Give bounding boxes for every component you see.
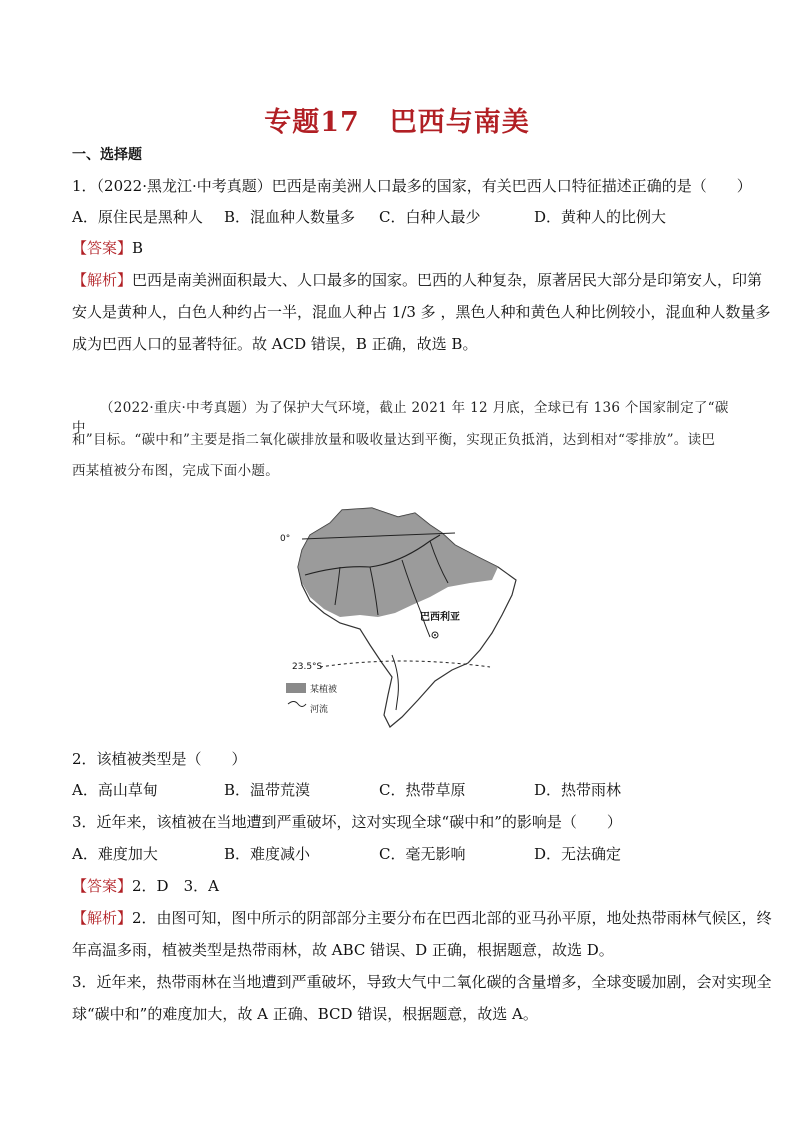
analysis-text: 巴西是南美洲面积最大、人口最多的国家。巴西的人种复杂，原著居民大部分是印第安人，印第: [132, 271, 763, 289]
legend-vegetation-label: 某植被: [310, 685, 338, 695]
q1-option-a: A．原住民是黑种人: [72, 208, 203, 226]
answer-value: 2．D 3．A: [132, 877, 219, 895]
q23-analysis-line-4: 球“碳中和”的难度加大，故 A 正确、BCD 错误，根据题意，故选 A。: [72, 1005, 538, 1023]
q3-option-d: D．无法确定: [534, 845, 622, 863]
page-title: [0, 100, 794, 139]
analysis-tag: 【解析】: [72, 909, 133, 927]
q3-option-c: C．毫无影响: [379, 845, 466, 863]
q1-option-d: D．黄种人的比例大: [534, 208, 667, 226]
q1-stem: 1．（2022·黑龙江·中考真题）巴西是南美洲人口最多的国家，有关巴西人口特征描述正确的是（ ）: [72, 177, 752, 195]
analysis-text: 2．由图可知，图中所示的阴部部分主要分布在巴西北部的亚马孙平原，地处热带雨林气候区，终: [132, 909, 772, 927]
equator-label: 0°: [280, 534, 291, 544]
passage-line-1: （2022·重庆·中考真题）为了保护大气环境，截止 2021 年 12 月底，全球已有 136 个国家制定了“碳中: [72, 400, 729, 436]
map-svg: [280, 505, 520, 730]
title-topic: 专题17: [264, 107, 360, 138]
q1-analysis-line-1: [72, 270, 763, 290]
answer-tag: 【答案】: [72, 877, 133, 895]
brazil-vegetation-map: [280, 505, 520, 730]
q2-option-c: C．热带草原: [379, 781, 466, 799]
q2-option-a: A．高山草甸: [72, 781, 158, 799]
q1-analysis-line-3: 成为巴西人口的显著特征。故 ACD 错误，B 正确，故选 B。: [72, 335, 478, 353]
q1-option-b: B．混血种人数量多: [224, 208, 356, 226]
q3-stem: 3．近年来，该植被在当地遭到严重破坏，这对实现全球“碳中和”的影响是（ ）: [72, 813, 622, 831]
title-name: 巴西与南美: [389, 107, 530, 138]
q3-option-b: B．难度减小: [224, 845, 311, 863]
analysis-tag: 【解析】: [72, 271, 133, 289]
q1-option-c: C．白种人最少: [379, 208, 481, 226]
q23-analysis-line-2: 年高温多雨，植被类型是热带雨林，故 ABC 错误、D 正确，根据题意，故选 D。: [72, 941, 614, 959]
capital-label: 巴西利亚: [420, 612, 460, 623]
q2-stem: 2．该植被类型是（ ）: [72, 750, 247, 768]
passage-line-2: 和”目标。“碳中和”主要是指二氧化碳排放量和吸收量达到平衡，实现正负抵消，达到相对“零排放”。读巴: [72, 432, 716, 448]
q3-option-a: A．难度加大: [72, 845, 158, 863]
section-heading: 一、选择题: [72, 147, 142, 163]
legend-river-symbol: [288, 702, 306, 707]
q1-analysis-line-2: 安人是黄种人，白色人种约占一半，混血人种占 1/3 多 ，黑色人种和黄色人种比例较小，混血种人数量多: [72, 303, 771, 321]
legend-vegetation-swatch: [286, 683, 306, 693]
q23-analysis-line-1: [72, 908, 772, 928]
legend-river-label: 河流: [310, 705, 329, 715]
q23-answer: [72, 876, 732, 896]
answer-value: B: [132, 239, 144, 257]
passage-line-3: 西某植被分布图，完成下面小题。: [72, 463, 279, 479]
answer-tag: 【答案】: [72, 239, 133, 257]
q2-option-b: B．温带荒漠: [224, 781, 311, 799]
tropic-label: 23.5°S: [292, 662, 323, 672]
q1-answer: [72, 238, 732, 258]
q2-option-d: D．热带雨林: [534, 781, 622, 799]
q23-analysis-line-3: 3．近年来，热带雨林在当地遭到严重破坏，导致大气中二氧化碳的含量增多，全球变暖加剧，会对实现全: [72, 973, 772, 991]
